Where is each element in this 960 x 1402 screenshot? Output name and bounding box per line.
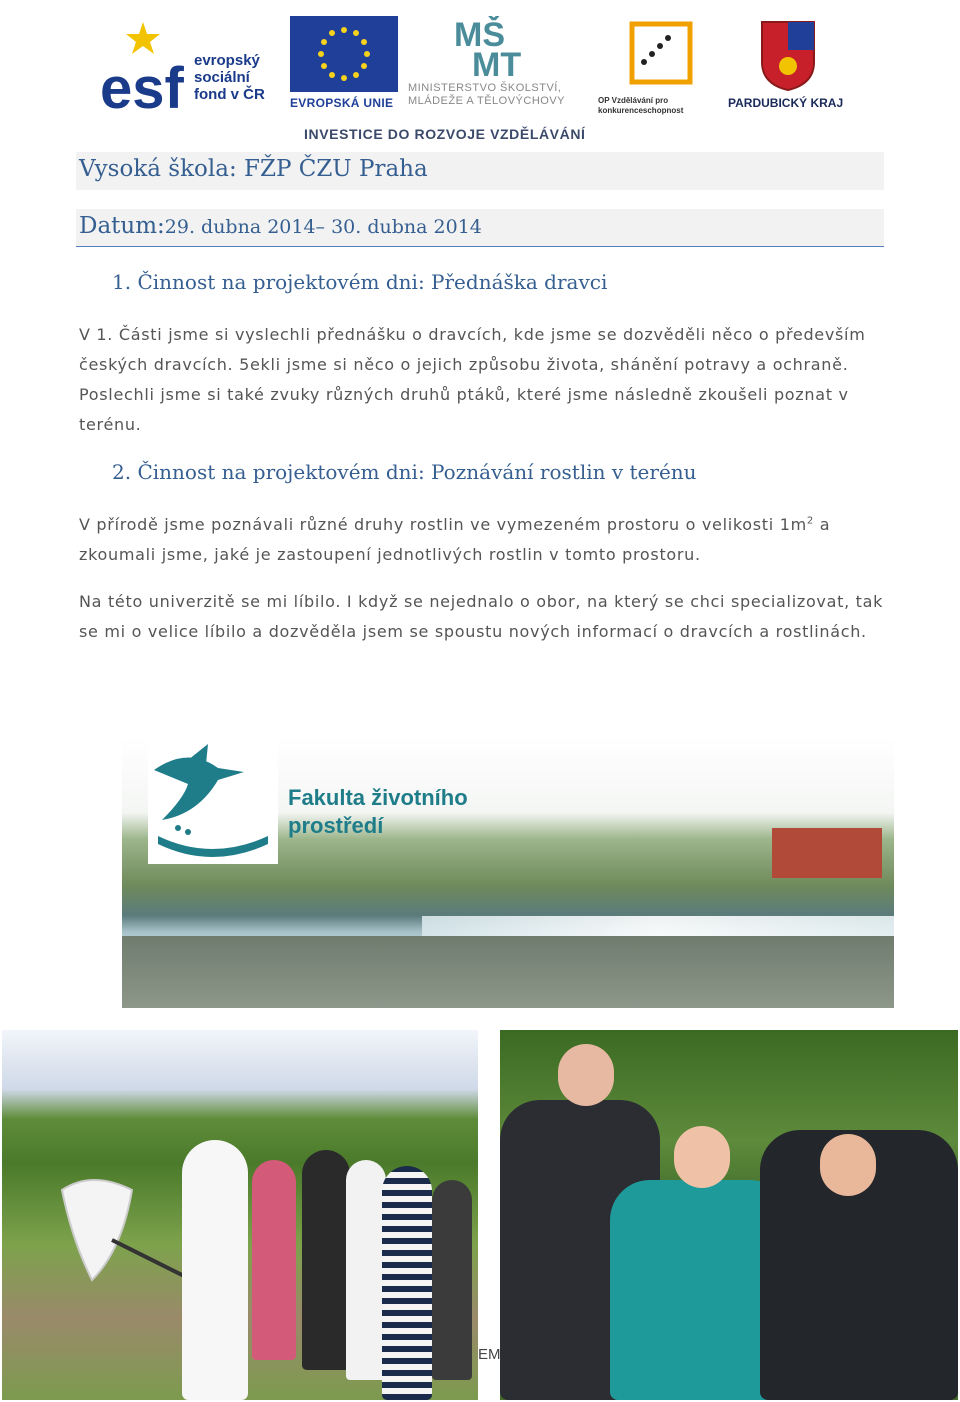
eu-flag-icon: [290, 16, 398, 92]
student-shape: [252, 1160, 296, 1360]
date-value: 29. dubna 2014– 30. dubna 2014: [164, 216, 482, 238]
section-1-heading: 1. Činnost na projektovém dni: Přednáška dravci: [112, 270, 608, 294]
fzp-banner-title: [288, 784, 468, 840]
student-shape: [302, 1150, 350, 1370]
section-2-heading: 2. Činnost na projektovém dni: Poznávání rostlin v terénu: [112, 460, 697, 484]
student-shape: [382, 1166, 432, 1400]
kraj-logo-text: PARDUBICKÝ KRAJ: [728, 96, 844, 110]
student-shape: [182, 1140, 248, 1400]
svg-text:MŠ: MŠ: [454, 16, 505, 54]
student-face-shape: [820, 1134, 876, 1196]
school-header-bar: [76, 152, 884, 190]
fzp-title-line-1: Fakulta životního: [288, 785, 468, 810]
logo-strip: [90, 10, 870, 150]
red-house-shape: [772, 828, 882, 878]
students-phone-photo: [500, 1030, 958, 1400]
rock-shore-shape: [122, 936, 894, 1008]
investice-text: INVESTICE DO ROZVOJE VZDĚLÁVÁNÍ: [304, 126, 586, 142]
pardubice-crest-icon: [758, 18, 818, 92]
esf-logo-text: evropský sociální fond v ČR: [194, 52, 265, 103]
fzp-title-line-2: prostředí: [288, 813, 384, 838]
op-logo-icon: [626, 18, 696, 92]
eu-logo-text: EVROPSKÁ UNIE: [290, 96, 394, 110]
section-2-paragraph-text-end: a zkoumali jsme, jaké je zastoupení jednotlivých rostlin v tomto prostoru.: [79, 515, 831, 564]
student-face-shape: [558, 1044, 614, 1106]
date-line: [79, 213, 482, 239]
section-1-paragraph: V 1. Části jsme si vyslechli přednášku o dravcích, kde jsme se dozvěděli něco o především českých dravcích. 5ekli jsme si něco o jejich způsobu života, shánění potravy a ochraně. Poslechli jsme si také zvuky různých druhů ptáků, které jsme následně zkoušeli poznat v terénu.: [79, 325, 866, 434]
closing-paragraph: Na této univerzitě se mi líbilo. I když se nejednalo o obor, na který se chci specializovat, tak se mi o velice líbilo a dozvěděla jsem se spoustu nových informací o dravcích a rostlinách.: [79, 592, 884, 641]
butterfly-net-icon: [52, 1170, 192, 1290]
students-field-photo: [2, 1030, 478, 1400]
svg-text:esf: esf: [100, 56, 184, 114]
date-label: Datum:: [79, 213, 165, 239]
msmt-logo-icon: [450, 16, 550, 78]
fzp-banner-photo: [122, 736, 894, 1008]
op-logo-text: OP Vzdělávání pro konkurenceschopnost: [598, 96, 684, 115]
kingfisher-logo-icon: [148, 740, 278, 864]
date-header-bar: [76, 209, 884, 247]
student-shape: [432, 1180, 472, 1380]
section-2-paragraph-text: V přírodě jsme poznávali různé druhy rostlin ve vymezeném prostoru o velikosti 1m: [79, 515, 807, 534]
school-title: Vysoká škola: FŽP ČZU Praha: [79, 156, 428, 182]
student-shape: [346, 1160, 386, 1380]
svg-text:MT: MT: [472, 46, 522, 78]
esf-logo-icon: [98, 16, 188, 114]
caption-fragment: EM: [478, 1346, 501, 1363]
msmt-logo-text: MINISTERSTVO ŠKOLSTVÍ, MLÁDEŽE A TĚLOVÝCHOVY: [408, 82, 566, 107]
superscript: 2: [806, 515, 814, 527]
section-2-paragraph: [79, 510, 889, 570]
student-face-shape: [674, 1126, 730, 1188]
